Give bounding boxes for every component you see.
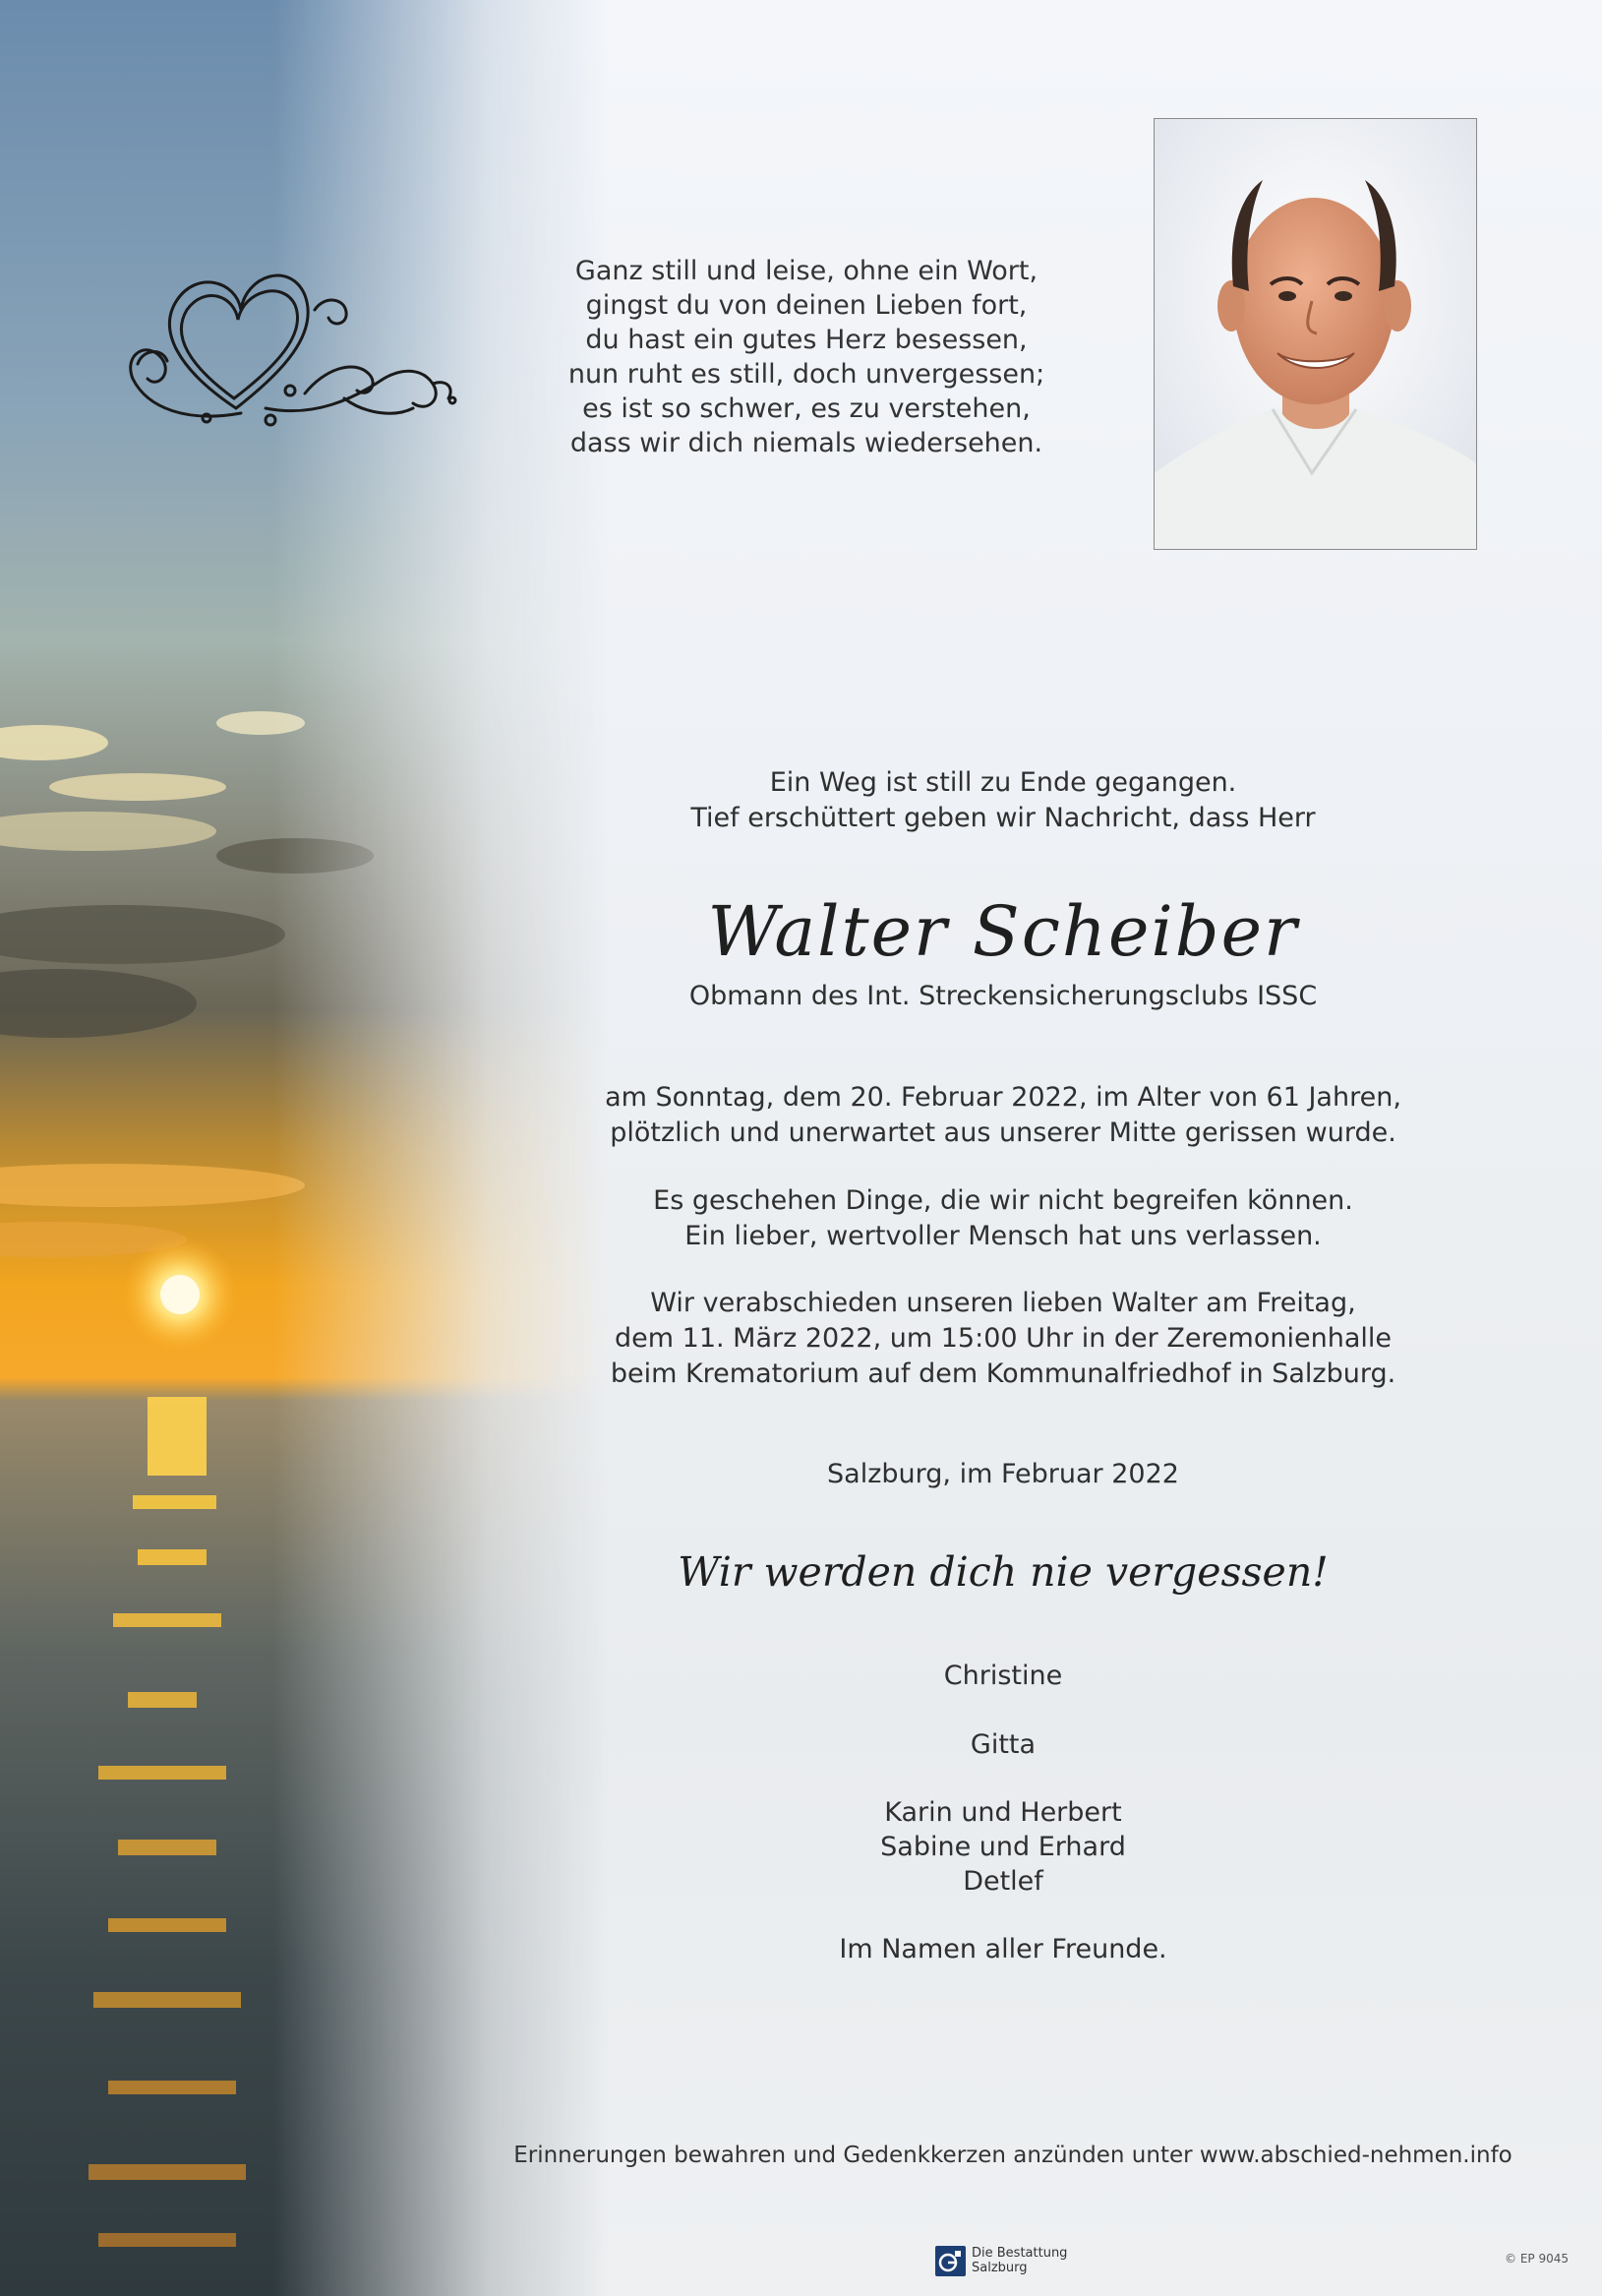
intro-line: Ein Weg ist still zu Ende gegangen.: [769, 767, 1237, 798]
comfort-paragraph: [600, 1183, 1406, 1254]
logo-text: [972, 2246, 1067, 2275]
intro-line: Tief erschüttert geben wir Nachricht, dass Herr: [690, 803, 1316, 833]
funeral-details-paragraph: [600, 1286, 1406, 1392]
paragraph-line: dem 11. März 2022, um 15:00 Uhr in der Zeremonienhalle: [615, 1323, 1392, 1354]
mourner-name: Detlef: [963, 1866, 1043, 1897]
place-date: Salzburg, im Februar 2022: [827, 1459, 1179, 1489]
poem-line: du hast ein gutes Herz besessen,: [585, 325, 1028, 355]
poem-line: es ist so schwer, es zu verstehen,: [582, 393, 1031, 424]
paragraph-line: am Sonntag, dem 20. Februar 2022, im Alter von 61 Jahren,: [605, 1082, 1401, 1113]
paragraph-line: Ein lieber, wertvoller Mensch hat uns verlassen.: [684, 1221, 1322, 1251]
mourner-friends: Im Namen aller Freunde.: [839, 1934, 1167, 1964]
portrait-photo: [1154, 118, 1477, 550]
paragraph-line: plötzlich und unerwartet aus unserer Mitte gerissen wurde.: [610, 1118, 1396, 1148]
heart-ornament-icon: [118, 251, 462, 438]
logo-line: Salzburg: [972, 2261, 1028, 2275]
copyright-code: © EP 9045: [1505, 2252, 1569, 2266]
footer-remembrance-link: Erinnerungen bewahren und Gedenkkerzen anzünden unter www.abschied-nehmen.info: [513, 2143, 1513, 2168]
poem-line: Ganz still und leise, ohne ein Wort,: [574, 256, 1038, 286]
poem-line: gingst du von deinen Lieben fort,: [585, 290, 1028, 321]
death-notice-paragraph: [600, 1080, 1406, 1151]
mourner-name: Gitta: [970, 1729, 1037, 1760]
bestattung-logo: [935, 2244, 1083, 2279]
motto: Wir werden dich nie vergessen!: [678, 1548, 1329, 1596]
bestattung-logo-icon: [935, 2246, 966, 2276]
logo-line: Die Bestattung: [972, 2246, 1068, 2261]
poem-line: nun ruht es still, doch unvergessen;: [567, 359, 1045, 390]
paragraph-line: beim Krematorium auf dem Kommunalfriedhof in Salzburg.: [610, 1359, 1396, 1389]
mourner-name: Sabine und Erhard: [880, 1832, 1126, 1862]
deceased-role: Obmann des Int. Streckensicherungsclubs ISSC: [688, 981, 1318, 1011]
deceased-name: Walter Scheiber: [707, 891, 1299, 972]
paragraph-line: Es geschehen Dinge, die wir nicht begreifen können.: [653, 1185, 1353, 1216]
intro-text: [600, 765, 1406, 836]
mourner-name: Christine: [943, 1661, 1063, 1691]
mourner-name: Karin und Herbert: [884, 1797, 1122, 1828]
paragraph-line: Wir verabschieden unseren lieben Walter am Freitag,: [650, 1288, 1356, 1318]
poem-line: dass wir dich niemals wiedersehen.: [569, 428, 1043, 458]
poem: [531, 254, 1082, 460]
mourner-group: [600, 1795, 1406, 1899]
